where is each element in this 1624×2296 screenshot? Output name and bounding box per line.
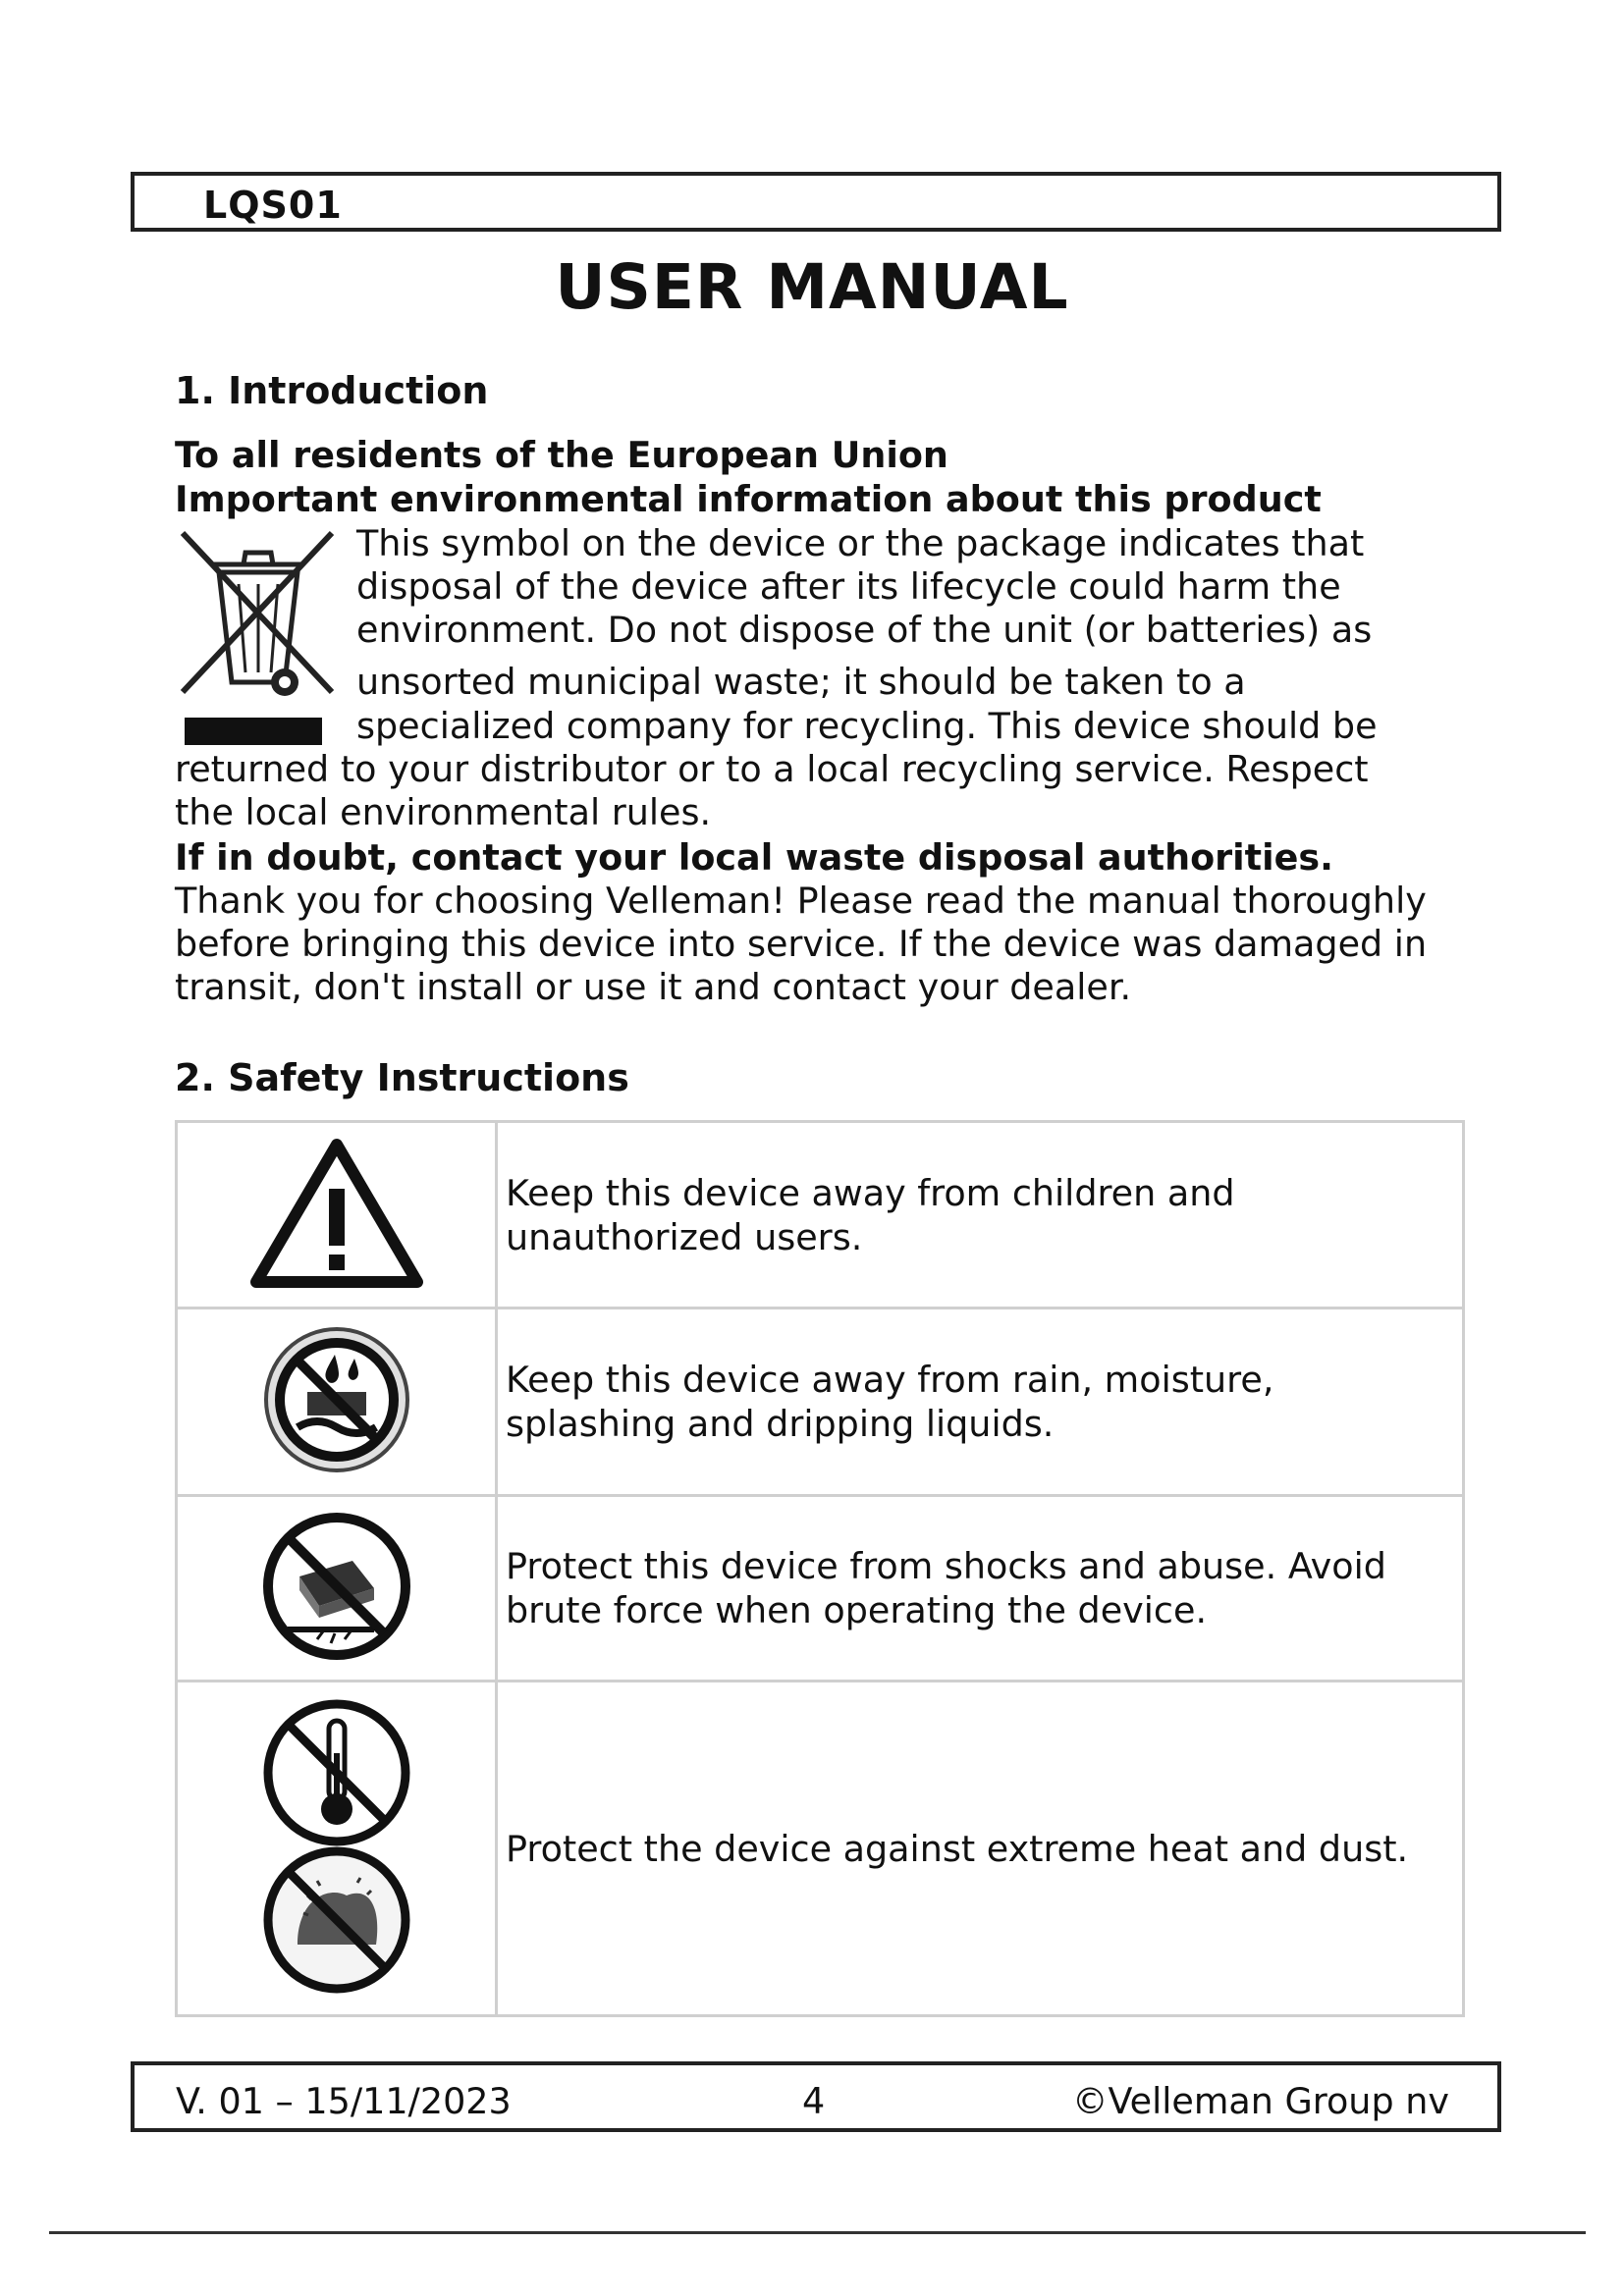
thanks-line-3: transit, don't install or use it and contact your dealer. [175,966,1132,1008]
safety-icon-cell [177,1682,497,2016]
weee-text-line-3: environment. Do not dispose of the unit (or batteries) as [356,609,1373,651]
safety-table [175,1120,1465,2017]
weee-text-line-4: unsorted municipal waste; it should be taken to a [356,661,1246,703]
no-moisture-icon [258,1321,415,1478]
weee-continuation-line-1: returned to your distributor or to a local recycling service. Respect [175,748,1369,790]
safety-text-line: Keep this device away from rain, moisture, [506,1359,1274,1401]
safety-text-cell [497,1496,1464,1682]
thanks-line-1: Thank you for choosing Velleman! Please read the manual thoroughly [175,880,1427,922]
safety-text-line: unauthorized users. [506,1215,863,1258]
introduction-heading: 1. Introduction [175,369,489,412]
model-header-box [131,172,1501,232]
safety-text-cell [497,1122,1464,1308]
safety-row [177,1308,1464,1496]
thanks-line-2: before bringing this device into service. If the device was damaged in [175,923,1428,965]
weee-text-line-2: disposal of the device after its lifecycle could harm the [356,565,1341,608]
environmental-info-line: Important environmental information about this product [175,478,1322,520]
safety-text-line: Keep this device away from children and [506,1171,1235,1214]
safety-text-line: Protect this device from shocks and abuse. Avoid [506,1545,1386,1587]
safety-icon-cell [177,1122,497,1308]
no-shock-icon [258,1508,415,1665]
safety-text-line: splashing and dripping liquids. [506,1403,1055,1445]
page-title: USER MANUAL [555,251,1069,323]
weee-crossed-bin-icon [175,525,340,751]
safety-text-line: brute force when operating the device. [506,1589,1208,1631]
page-number: 4 [802,2080,826,2122]
no-heat-icon [268,1704,406,1842]
weee-text-line-1: This symbol on the device or the package indicates that [356,522,1365,564]
safety-icon-cell [177,1496,497,1682]
version-date: V. 01 – 15/11/2023 [176,2080,512,2122]
safety-icon-cell [177,1308,497,1496]
weee-continuation-line-2: the local environmental rules. [175,791,712,833]
safety-row [177,1682,1464,2016]
bottom-divider [49,2231,1586,2234]
no-dust-icon [268,1851,406,1989]
warning-triangle-icon [248,1135,425,1292]
weee-text-line-5: specialized company for recycling. This device should be [356,705,1378,747]
safety-text-cell [497,1682,1464,2016]
model-number: LQS01 [203,184,343,227]
doubt-notice: If in doubt, contact your local waste disposal authorities. [175,836,1333,879]
no-heat-dust-icon [258,1699,415,1994]
copyright: ©Velleman Group nv [1072,2080,1449,2122]
page-footer [131,2061,1501,2132]
safety-text-cell [497,1308,1464,1496]
safety-row [177,1122,1464,1308]
eu-residents-line: To all residents of the European Union [175,434,948,476]
safety-text-line: Protect the device against extreme heat and dust. [506,1827,1409,1870]
safety-heading: 2. Safety Instructions [175,1056,629,1099]
safety-row [177,1496,1464,1682]
